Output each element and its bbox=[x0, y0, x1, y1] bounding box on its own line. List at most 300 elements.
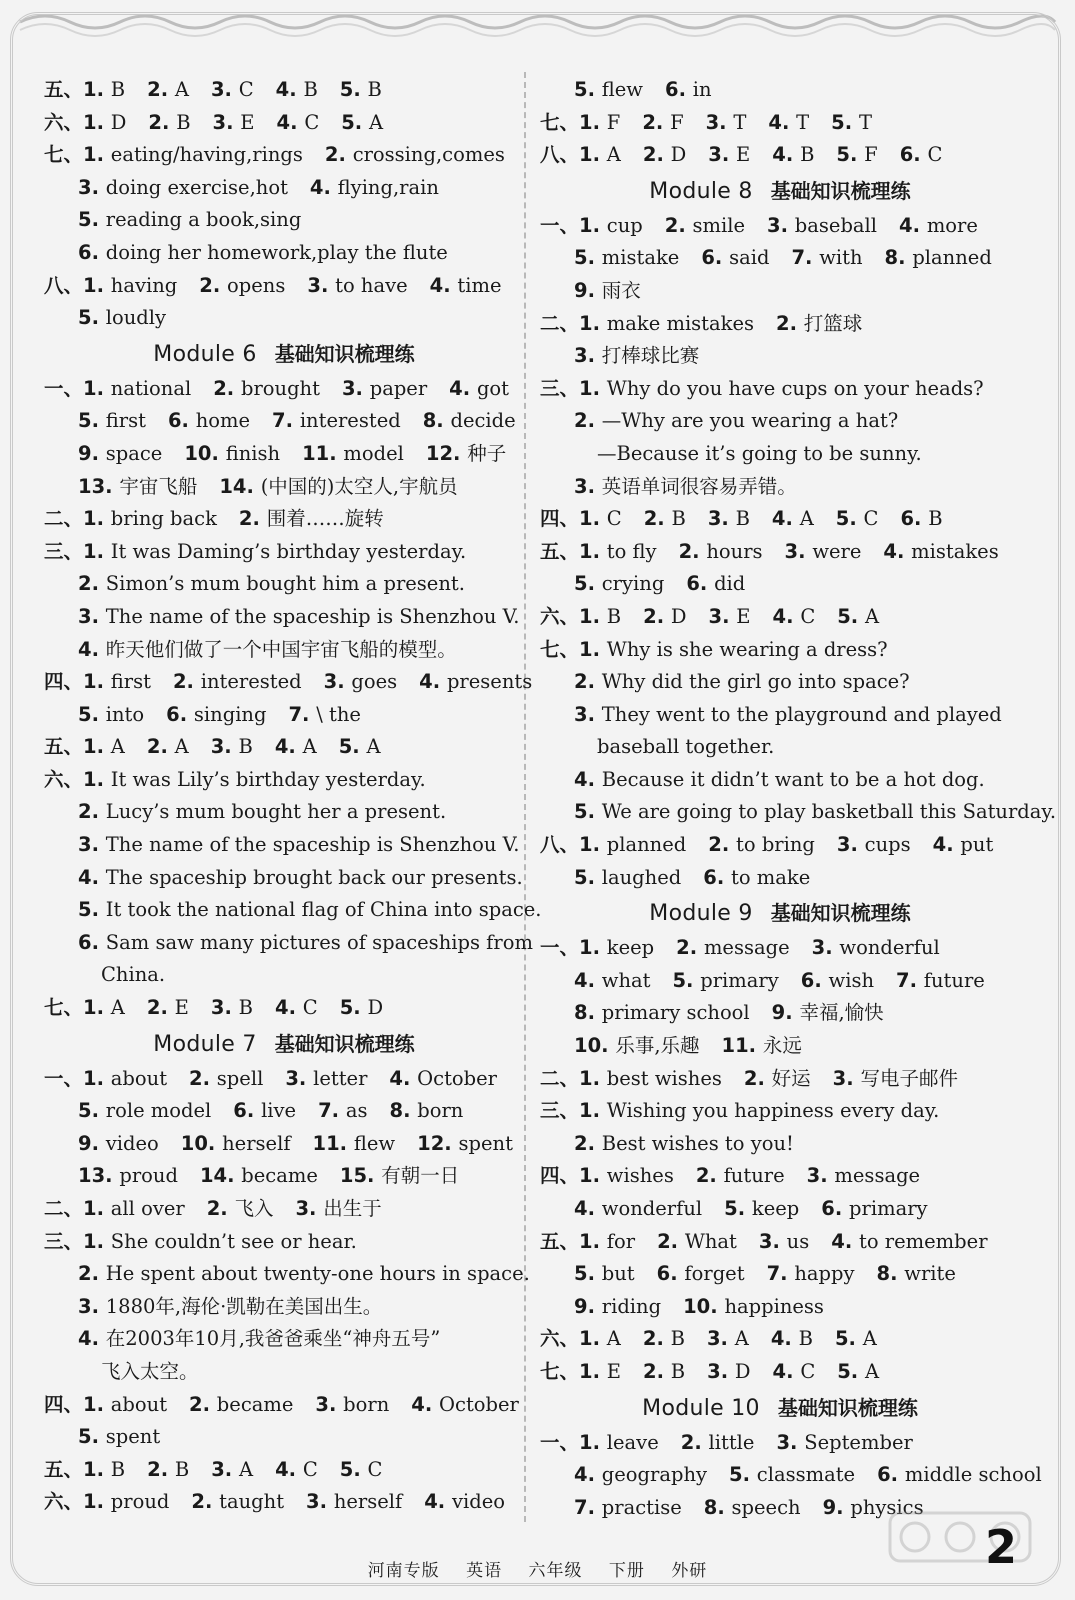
item-number: 2. bbox=[680, 1430, 709, 1454]
answer-item bbox=[579, 377, 984, 400]
item-answer: C bbox=[304, 110, 320, 134]
item-number: 9. bbox=[822, 1495, 851, 1519]
item-answer: finish bbox=[225, 441, 281, 465]
answer-item bbox=[744, 1067, 811, 1090]
answer-item bbox=[342, 377, 427, 400]
item-answer: B bbox=[670, 1327, 685, 1351]
item-number: 1. bbox=[579, 311, 607, 335]
item-number: 4. bbox=[883, 539, 912, 563]
item-answer: October bbox=[439, 1392, 519, 1416]
item-number: 5. bbox=[339, 78, 368, 101]
item-answer: 幸福,愉快 bbox=[799, 1001, 884, 1025]
item-answer: B bbox=[367, 78, 382, 101]
item-number: 3. bbox=[811, 936, 840, 960]
section-number: 三、 bbox=[540, 376, 580, 400]
item-number: 4. bbox=[275, 1457, 303, 1481]
answer-item bbox=[837, 833, 911, 856]
answer-item bbox=[147, 735, 189, 758]
item-number: 1. bbox=[579, 539, 607, 563]
answer-item bbox=[83, 1490, 169, 1513]
item-answer: primary bbox=[700, 968, 779, 992]
answer-item bbox=[83, 143, 303, 166]
item-answer: with bbox=[819, 246, 863, 270]
item-number: 6. bbox=[167, 409, 196, 433]
item-number: 1. bbox=[83, 376, 111, 400]
answer-line bbox=[44, 270, 524, 303]
answer-line bbox=[44, 862, 524, 895]
answer-item bbox=[83, 996, 125, 1019]
answer-item bbox=[275, 996, 318, 1019]
item-number: 15. bbox=[339, 1164, 382, 1188]
answer-item bbox=[78, 1327, 440, 1350]
item-answer: more bbox=[926, 213, 978, 237]
item-answer: C bbox=[302, 1457, 318, 1481]
item-answer: Sam saw many pictures of spaceships from bbox=[105, 930, 533, 954]
item-number: 12. bbox=[425, 441, 468, 465]
section-number: 四、 bbox=[44, 670, 84, 694]
item-number: 2. bbox=[678, 539, 707, 563]
answer-item bbox=[579, 143, 621, 166]
answer-item bbox=[340, 996, 383, 1019]
answer-line bbox=[540, 862, 1020, 895]
answer-line bbox=[44, 829, 524, 862]
answer-item bbox=[896, 969, 985, 992]
item-answer: crying bbox=[601, 572, 665, 596]
answer-item bbox=[643, 605, 686, 628]
item-answer: presents bbox=[446, 670, 533, 694]
item-number: 8. bbox=[703, 1495, 732, 1519]
answer-item bbox=[574, 1295, 661, 1318]
item-answer: spent bbox=[105, 1425, 161, 1449]
item-number: 2. bbox=[189, 1392, 217, 1416]
answer-item bbox=[801, 969, 874, 992]
answer-line bbox=[540, 308, 1020, 341]
item-answer: proud bbox=[110, 1490, 170, 1514]
item-number: 3. bbox=[78, 604, 106, 628]
answer-item bbox=[574, 969, 650, 992]
answer-item bbox=[579, 111, 620, 134]
answer-item bbox=[574, 1132, 794, 1155]
item-answer: 出生于 bbox=[323, 1197, 382, 1220]
item-number: 6. bbox=[701, 246, 730, 270]
item-number: 5. bbox=[574, 865, 602, 889]
item-answer: C bbox=[800, 1359, 816, 1383]
item-number: 2. bbox=[657, 1229, 685, 1253]
item-answer: space bbox=[105, 441, 163, 465]
answer-item bbox=[574, 670, 910, 693]
answer-item bbox=[339, 735, 381, 758]
answer-line bbox=[540, 405, 1020, 438]
item-number: 3. bbox=[210, 78, 239, 101]
answer-item bbox=[213, 377, 320, 400]
item-number: 1. bbox=[579, 1229, 607, 1253]
item-answer: 昨天他们做了一个中国宇宙飞船的模型。 bbox=[105, 637, 457, 661]
answer-line bbox=[44, 1486, 524, 1519]
item-number: 3. bbox=[836, 833, 865, 857]
answer-item bbox=[219, 475, 457, 498]
answer-item bbox=[78, 1132, 159, 1155]
item-number: 5. bbox=[78, 409, 106, 433]
item-answer: doing exercise,hot bbox=[105, 175, 288, 199]
item-answer: baseball together. bbox=[597, 735, 775, 759]
item-answer: spent bbox=[458, 1131, 513, 1155]
answer-item bbox=[83, 1197, 185, 1220]
item-number: 1. bbox=[83, 670, 111, 694]
answer-line bbox=[540, 1030, 1020, 1063]
answer-line bbox=[44, 1160, 524, 1193]
item-answer: The name of the spaceship is Shenzhou V. bbox=[105, 833, 520, 857]
item-answer: 飞入 bbox=[234, 1197, 274, 1220]
item-number: 1. bbox=[83, 1392, 111, 1416]
item-answer: role model bbox=[105, 1099, 212, 1123]
item-answer: did bbox=[714, 572, 746, 596]
answer-line bbox=[540, 1095, 1020, 1128]
item-number: 6. bbox=[665, 78, 693, 101]
section-number: 五、 bbox=[44, 735, 84, 759]
answer-item bbox=[683, 1295, 824, 1318]
module-label: 基础知识梳理练 bbox=[777, 1395, 918, 1420]
answer-item bbox=[101, 1360, 199, 1383]
item-answer: 永远 bbox=[762, 1034, 802, 1058]
item-answer: B bbox=[303, 78, 318, 101]
item-number: 1. bbox=[83, 143, 111, 167]
item-number: 5. bbox=[835, 507, 864, 531]
item-answer: to bring bbox=[736, 833, 815, 857]
answer-line bbox=[44, 894, 542, 927]
item-answer: flying,rain bbox=[337, 175, 439, 199]
answer-item bbox=[831, 1230, 987, 1253]
section-number: 二、 bbox=[540, 311, 580, 335]
answer-item bbox=[78, 866, 523, 889]
item-number: 1. bbox=[579, 143, 607, 167]
answer-item bbox=[574, 1001, 750, 1024]
item-answer: little bbox=[708, 1430, 755, 1454]
item-answer: primary school bbox=[601, 1001, 750, 1025]
item-answer: baseball bbox=[794, 213, 878, 237]
item-number: 2. bbox=[324, 143, 353, 167]
module-heading bbox=[44, 335, 524, 373]
answer-item bbox=[390, 1099, 464, 1122]
footer-volume: 下册 bbox=[608, 1561, 645, 1581]
section-number: 四、 bbox=[540, 507, 580, 531]
item-number: 5. bbox=[78, 702, 106, 726]
answer-item bbox=[574, 279, 641, 302]
answer-item bbox=[189, 1067, 263, 1090]
answer-item bbox=[78, 306, 166, 329]
item-number: 5. bbox=[834, 1327, 863, 1351]
answer-item bbox=[729, 1463, 855, 1486]
item-number: 7. bbox=[318, 1099, 346, 1123]
item-number: 2. bbox=[574, 670, 602, 694]
item-number: 6. bbox=[233, 1099, 262, 1123]
item-number: 2. bbox=[78, 800, 106, 824]
item-answer: A bbox=[174, 735, 189, 759]
answer-item bbox=[419, 670, 532, 693]
item-number: 5. bbox=[837, 604, 865, 628]
item-number: 1. bbox=[579, 1066, 607, 1090]
answer-item bbox=[574, 1463, 707, 1486]
item-answer: about bbox=[110, 1392, 168, 1416]
item-number: 4. bbox=[768, 110, 797, 134]
answer-item bbox=[724, 1197, 799, 1220]
answer-item bbox=[341, 111, 383, 134]
item-number: 1. bbox=[579, 604, 607, 628]
item-answer: to remember bbox=[859, 1229, 988, 1253]
answer-item bbox=[776, 1431, 912, 1454]
item-number: 3. bbox=[574, 702, 602, 726]
item-number: 6. bbox=[656, 1262, 685, 1286]
section-number: 一、 bbox=[44, 376, 84, 400]
item-answer: F bbox=[864, 143, 878, 167]
item-number: 3. bbox=[708, 143, 737, 167]
item-answer: interested bbox=[200, 670, 302, 694]
item-answer: having bbox=[110, 273, 178, 297]
answer-line bbox=[540, 210, 1020, 243]
answer-item bbox=[833, 1067, 958, 1090]
item-answer: future bbox=[723, 1164, 785, 1188]
item-answer: became bbox=[241, 1164, 318, 1188]
item-number: 3. bbox=[784, 539, 813, 563]
answer-item bbox=[768, 111, 809, 134]
item-number: 4. bbox=[419, 670, 447, 694]
item-number: 4. bbox=[275, 78, 304, 101]
item-number: 1. bbox=[83, 1197, 111, 1220]
answer-item bbox=[574, 866, 681, 889]
answer-item bbox=[426, 442, 506, 465]
item-answer: B bbox=[238, 996, 253, 1020]
item-answer: riding bbox=[601, 1294, 662, 1318]
item-answer: as bbox=[345, 1099, 368, 1123]
answer-item bbox=[831, 111, 872, 134]
answer-item bbox=[772, 1001, 884, 1024]
answer-item bbox=[147, 1458, 189, 1481]
answer-item bbox=[78, 442, 162, 465]
item-answer: bring back bbox=[110, 507, 217, 531]
item-number: 6. bbox=[821, 1197, 850, 1220]
answer-item bbox=[579, 507, 622, 530]
answer-item bbox=[78, 605, 520, 628]
item-number: 2. bbox=[643, 604, 671, 628]
answer-item bbox=[574, 768, 985, 791]
item-answer: letter bbox=[313, 1066, 368, 1090]
item-answer: to make bbox=[731, 865, 811, 889]
answer-item bbox=[785, 540, 862, 563]
item-answer: Because it didn’t want to be a hot dog. bbox=[601, 767, 985, 791]
item-answer: 1880年,海伦·凯勒在美国出生。 bbox=[105, 1294, 383, 1318]
section-number: 八、 bbox=[44, 273, 84, 297]
answer-line bbox=[44, 1095, 524, 1128]
item-answer: It was Lily’s birthday yesterday. bbox=[110, 767, 426, 791]
item-number: 1. bbox=[83, 1066, 111, 1090]
item-answer: wishes bbox=[606, 1164, 674, 1188]
item-number: 3. bbox=[705, 110, 734, 134]
item-answer: C bbox=[927, 143, 943, 167]
item-number: 4. bbox=[574, 1197, 602, 1220]
item-number: 4. bbox=[429, 273, 458, 297]
answer-item bbox=[239, 507, 384, 530]
answer-item bbox=[306, 1490, 402, 1513]
answer-item bbox=[686, 572, 745, 595]
item-number: 2. bbox=[643, 507, 672, 531]
item-number: 2. bbox=[642, 143, 671, 167]
item-number: 5. bbox=[574, 1262, 602, 1286]
answer-item bbox=[449, 377, 509, 400]
item-number: 3. bbox=[315, 1392, 344, 1416]
item-answer: Best wishes to you! bbox=[601, 1131, 794, 1155]
answer-line bbox=[540, 1258, 1020, 1291]
item-number: 1. bbox=[579, 507, 607, 531]
item-answer: B bbox=[238, 735, 253, 759]
item-number: 6. bbox=[686, 572, 715, 596]
item-number: 6. bbox=[78, 240, 106, 264]
answer-item bbox=[307, 274, 407, 297]
item-number: 5. bbox=[78, 898, 106, 922]
item-number: 4. bbox=[772, 1359, 801, 1383]
item-answer: first bbox=[110, 670, 151, 694]
item-answer: eating/having,rings bbox=[110, 143, 303, 167]
item-number: 3. bbox=[758, 1229, 787, 1253]
item-number: 5. bbox=[574, 78, 602, 101]
item-number: 5. bbox=[339, 996, 368, 1020]
answer-item bbox=[411, 1393, 519, 1416]
item-number: 3. bbox=[776, 1430, 805, 1454]
item-number: 13. bbox=[78, 474, 120, 498]
item-number: 14. bbox=[199, 1164, 242, 1188]
answer-item bbox=[213, 111, 255, 134]
item-number: 6. bbox=[703, 865, 732, 889]
answer-line bbox=[44, 204, 524, 237]
module-heading bbox=[44, 1025, 524, 1063]
answer-item bbox=[189, 1393, 293, 1416]
item-answer: interested bbox=[299, 409, 401, 433]
item-number: 3. bbox=[708, 604, 737, 628]
answer-item bbox=[579, 1327, 621, 1350]
item-answer: A bbox=[734, 1327, 749, 1351]
item-number: 2. bbox=[78, 572, 106, 596]
answer-item bbox=[83, 377, 191, 400]
item-answer: C bbox=[800, 604, 816, 628]
item-answer: what bbox=[601, 968, 651, 992]
item-number: 3. bbox=[707, 1359, 735, 1383]
item-answer: message bbox=[834, 1164, 921, 1188]
item-answer: goes bbox=[351, 670, 398, 694]
item-answer: T bbox=[858, 110, 872, 134]
item-answer: herself bbox=[222, 1131, 291, 1155]
answer-item bbox=[148, 111, 190, 134]
item-number: 1. bbox=[579, 110, 607, 134]
item-answer: 宇宙飞船 bbox=[119, 474, 198, 498]
answer-line bbox=[44, 237, 524, 270]
section-number: 五、 bbox=[540, 539, 580, 563]
answer-item bbox=[211, 735, 253, 758]
item-number: 4. bbox=[411, 1392, 440, 1416]
item-answer: loudly bbox=[105, 306, 167, 330]
item-number: 10. bbox=[683, 1294, 725, 1318]
item-answer: E bbox=[240, 110, 255, 134]
item-answer: got bbox=[476, 376, 509, 400]
item-answer: A bbox=[110, 735, 125, 759]
item-answer: T bbox=[796, 110, 810, 134]
item-answer: classmate bbox=[756, 1463, 856, 1487]
item-answer: make mistakes bbox=[606, 311, 755, 335]
answer-item bbox=[340, 1458, 383, 1481]
item-number: 2. bbox=[172, 670, 201, 694]
item-number: 4. bbox=[772, 143, 801, 167]
item-number: 3. bbox=[210, 735, 239, 759]
item-number: 8. bbox=[876, 1262, 905, 1286]
item-answer: 雨衣 bbox=[601, 278, 641, 302]
item-answer: reading a book,sing bbox=[105, 208, 302, 232]
answer-item bbox=[83, 670, 151, 693]
section-number: 六、 bbox=[44, 1490, 84, 1514]
answer-item bbox=[83, 1230, 357, 1253]
answer-item bbox=[657, 1230, 737, 1253]
answer-line bbox=[44, 107, 524, 140]
item-number: 1. bbox=[579, 936, 607, 960]
item-answer: to have bbox=[335, 273, 408, 297]
item-answer: home bbox=[195, 409, 251, 433]
answer-item bbox=[272, 409, 401, 432]
answer-line bbox=[44, 1258, 530, 1291]
item-answer: C bbox=[863, 507, 879, 531]
item-number: 2. bbox=[743, 1066, 772, 1090]
item-answer: D bbox=[670, 143, 687, 167]
item-number: 5. bbox=[78, 208, 106, 232]
item-answer: laughed bbox=[601, 865, 682, 889]
answer-line bbox=[44, 536, 524, 569]
answer-line bbox=[540, 1226, 1020, 1259]
answer-item bbox=[709, 605, 751, 628]
answer-item bbox=[78, 1295, 382, 1318]
answer-item bbox=[807, 1164, 920, 1187]
answer-line bbox=[540, 731, 1020, 764]
answer-item bbox=[776, 312, 862, 335]
answer-item bbox=[83, 768, 426, 791]
answer-item bbox=[574, 409, 898, 432]
item-answer: E bbox=[606, 1359, 622, 1383]
answer-item bbox=[83, 735, 125, 758]
answer-line bbox=[44, 438, 524, 471]
answer-line bbox=[540, 438, 1020, 471]
answer-item bbox=[772, 143, 814, 166]
item-answer: primary bbox=[849, 1197, 928, 1220]
answer-item bbox=[771, 1327, 813, 1350]
answer-line bbox=[44, 731, 524, 764]
answer-item bbox=[773, 605, 816, 628]
answer-line bbox=[540, 139, 1020, 172]
answer-line bbox=[44, 172, 524, 205]
item-number: 5. bbox=[574, 572, 602, 596]
item-number: 4. bbox=[574, 968, 602, 992]
answer-item bbox=[83, 1458, 125, 1481]
answer-item bbox=[211, 78, 254, 101]
answer-item bbox=[835, 1327, 877, 1350]
item-answer: wish bbox=[828, 968, 875, 992]
item-answer: B bbox=[735, 507, 750, 531]
answer-item bbox=[672, 969, 778, 992]
answer-line bbox=[540, 107, 1020, 140]
answer-item bbox=[642, 111, 683, 134]
answer-item bbox=[773, 1360, 816, 1383]
item-answer: into bbox=[105, 702, 145, 726]
item-answer: The spaceship brought back our presents. bbox=[105, 865, 523, 889]
answer-item bbox=[78, 638, 457, 661]
item-number: 5. bbox=[729, 1463, 757, 1487]
item-number: 5. bbox=[836, 143, 865, 167]
item-answer: F bbox=[670, 110, 684, 134]
item-answer: mistakes bbox=[911, 539, 999, 563]
section-number: 一、 bbox=[540, 213, 580, 237]
